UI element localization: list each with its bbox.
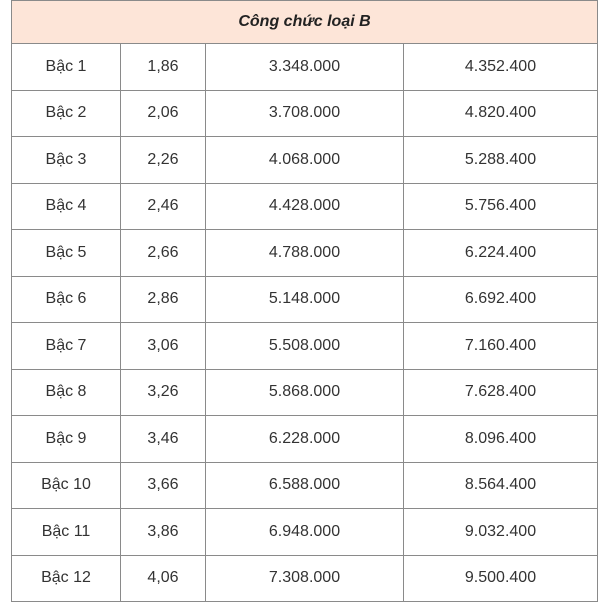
total-cell: 5.756.400 xyxy=(404,183,598,230)
coefficient-cell: 2,46 xyxy=(121,183,206,230)
total-cell: 8.564.400 xyxy=(404,462,598,509)
coefficient-cell: 2,66 xyxy=(121,230,206,277)
salary-cell: 6.588.000 xyxy=(206,462,404,509)
coefficient-cell: 2,26 xyxy=(121,137,206,184)
salary-cell: 5.148.000 xyxy=(206,276,404,323)
salary-cell: 5.868.000 xyxy=(206,369,404,416)
total-cell: 9.500.400 xyxy=(404,555,598,602)
grade-cell: Bậc 9 xyxy=(12,416,121,463)
table-row xyxy=(12,44,598,91)
table-row xyxy=(12,183,598,230)
table-row xyxy=(12,230,598,277)
coefficient-cell: 2,86 xyxy=(121,276,206,323)
grade-cell: Bậc 10 xyxy=(12,462,121,509)
grade-cell: Bậc 6 xyxy=(12,276,121,323)
salary-cell: 5.508.000 xyxy=(206,323,404,370)
table-title: Công chức loại B xyxy=(12,1,598,44)
total-cell: 7.160.400 xyxy=(404,323,598,370)
grade-cell: Bậc 1 xyxy=(12,44,121,91)
grade-cell: Bậc 11 xyxy=(12,509,121,556)
grade-cell: Bậc 3 xyxy=(12,137,121,184)
grade-cell: Bậc 4 xyxy=(12,183,121,230)
salary-cell: 4.428.000 xyxy=(206,183,404,230)
grade-cell: Bậc 2 xyxy=(12,90,121,137)
table-row xyxy=(12,462,598,509)
grade-cell: Bậc 7 xyxy=(12,323,121,370)
coefficient-cell: 3,26 xyxy=(121,369,206,416)
total-cell: 7.628.400 xyxy=(404,369,598,416)
table-row xyxy=(12,369,598,416)
salary-table xyxy=(11,0,598,602)
coefficient-cell: 1,86 xyxy=(121,44,206,91)
coefficient-cell: 3,46 xyxy=(121,416,206,463)
total-cell: 8.096.400 xyxy=(404,416,598,463)
table-row xyxy=(12,276,598,323)
coefficient-cell: 3,86 xyxy=(121,509,206,556)
grade-cell: Bậc 12 xyxy=(12,555,121,602)
table-row xyxy=(12,137,598,184)
table-row xyxy=(12,416,598,463)
total-cell: 6.224.400 xyxy=(404,230,598,277)
coefficient-cell: 4,06 xyxy=(121,555,206,602)
coefficient-cell: 2,06 xyxy=(121,90,206,137)
table-row xyxy=(12,90,598,137)
total-cell: 6.692.400 xyxy=(404,276,598,323)
salary-cell: 4.068.000 xyxy=(206,137,404,184)
table-header-row xyxy=(12,1,598,44)
salary-cell: 7.308.000 xyxy=(206,555,404,602)
table-row xyxy=(12,509,598,556)
table-row xyxy=(12,555,598,602)
salary-cell: 3.708.000 xyxy=(206,90,404,137)
coefficient-cell: 3,06 xyxy=(121,323,206,370)
grade-cell: Bậc 8 xyxy=(12,369,121,416)
salary-cell: 3.348.000 xyxy=(206,44,404,91)
table-row xyxy=(12,323,598,370)
total-cell: 9.032.400 xyxy=(404,509,598,556)
salary-cell: 4.788.000 xyxy=(206,230,404,277)
salary-cell: 6.228.000 xyxy=(206,416,404,463)
total-cell: 4.352.400 xyxy=(404,44,598,91)
grade-cell: Bậc 5 xyxy=(12,230,121,277)
salary-cell: 6.948.000 xyxy=(206,509,404,556)
coefficient-cell: 3,66 xyxy=(121,462,206,509)
total-cell: 4.820.400 xyxy=(404,90,598,137)
total-cell: 5.288.400 xyxy=(404,137,598,184)
